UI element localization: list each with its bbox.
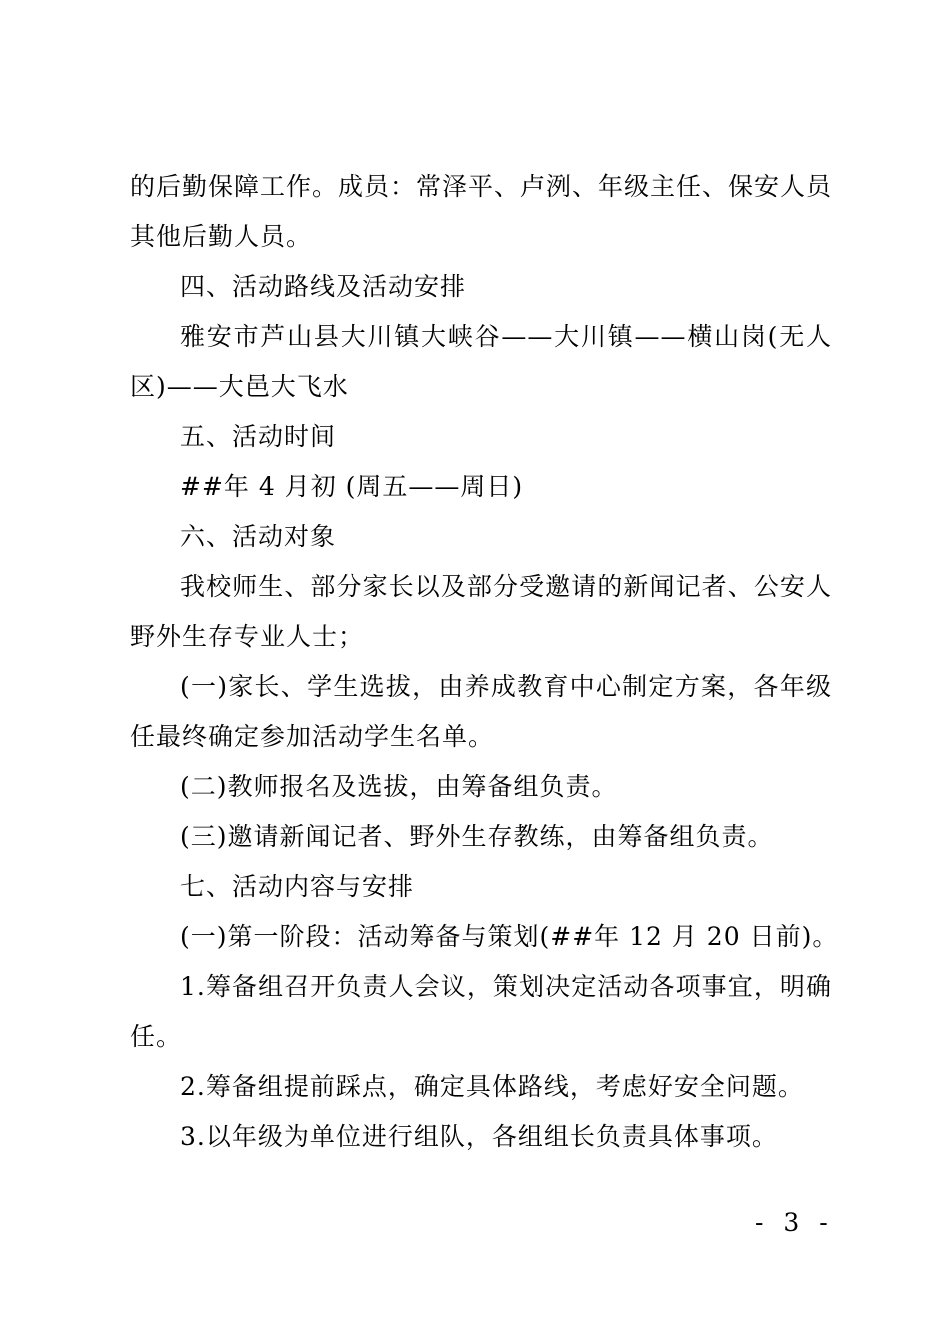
section-heading: 六、活动对象 [180,522,337,551]
text-line: 3.以年级为单位进行组队，各组组长负责具体事项。 [180,1122,778,1151]
section-heading: 七、活动内容与安排 [180,872,415,901]
text-line: 任。 [130,1022,183,1051]
text-line: ##年 4 月初 (周五——周日) [180,472,524,501]
section-heading: 四、活动路线及活动安排 [180,272,467,301]
text-line: 任最终确定参加活动学生名单。 [130,722,495,751]
text-line: (二)教师报名及选拔，由筹备组负责。 [180,772,618,801]
text-line: 的后勤保障工作。成员：常泽平、卢洌、年级主任、保安人员 [130,172,832,201]
text-line: (一)第一阶段：活动筹备与策划(##年 12 月 20 日前)。 [180,922,839,951]
text-line: 雅安市芦山县大川镇大峡谷——大川镇——横山岗(无人 [180,322,832,351]
text-line: 我校师生、部分家长以及部分受邀请的新闻记者、公安人 [180,572,832,601]
text-line: (三)邀请新闻记者、野外生存教练，由筹备组负责。 [180,822,774,851]
text-line: (一)家长、学生选拔，由养成教育中心制定方案，各年级 [180,672,832,701]
page-number: - 3 - [755,1208,834,1237]
text-line: 区)——大邑大飞水 [130,372,349,401]
text-line: 其他后勤人员。 [130,222,313,251]
body-text [130,162,839,1162]
text-line: 野外生存专业人士； [130,622,365,651]
text-line: 1.筹备组召开负责人会议，策划决定活动各项事宜，明确 [180,972,832,1001]
section-heading: 五、活动时间 [180,422,337,451]
text-line: 2.筹备组提前踩点，确定具体路线，考虑好安全问题。 [180,1072,804,1101]
